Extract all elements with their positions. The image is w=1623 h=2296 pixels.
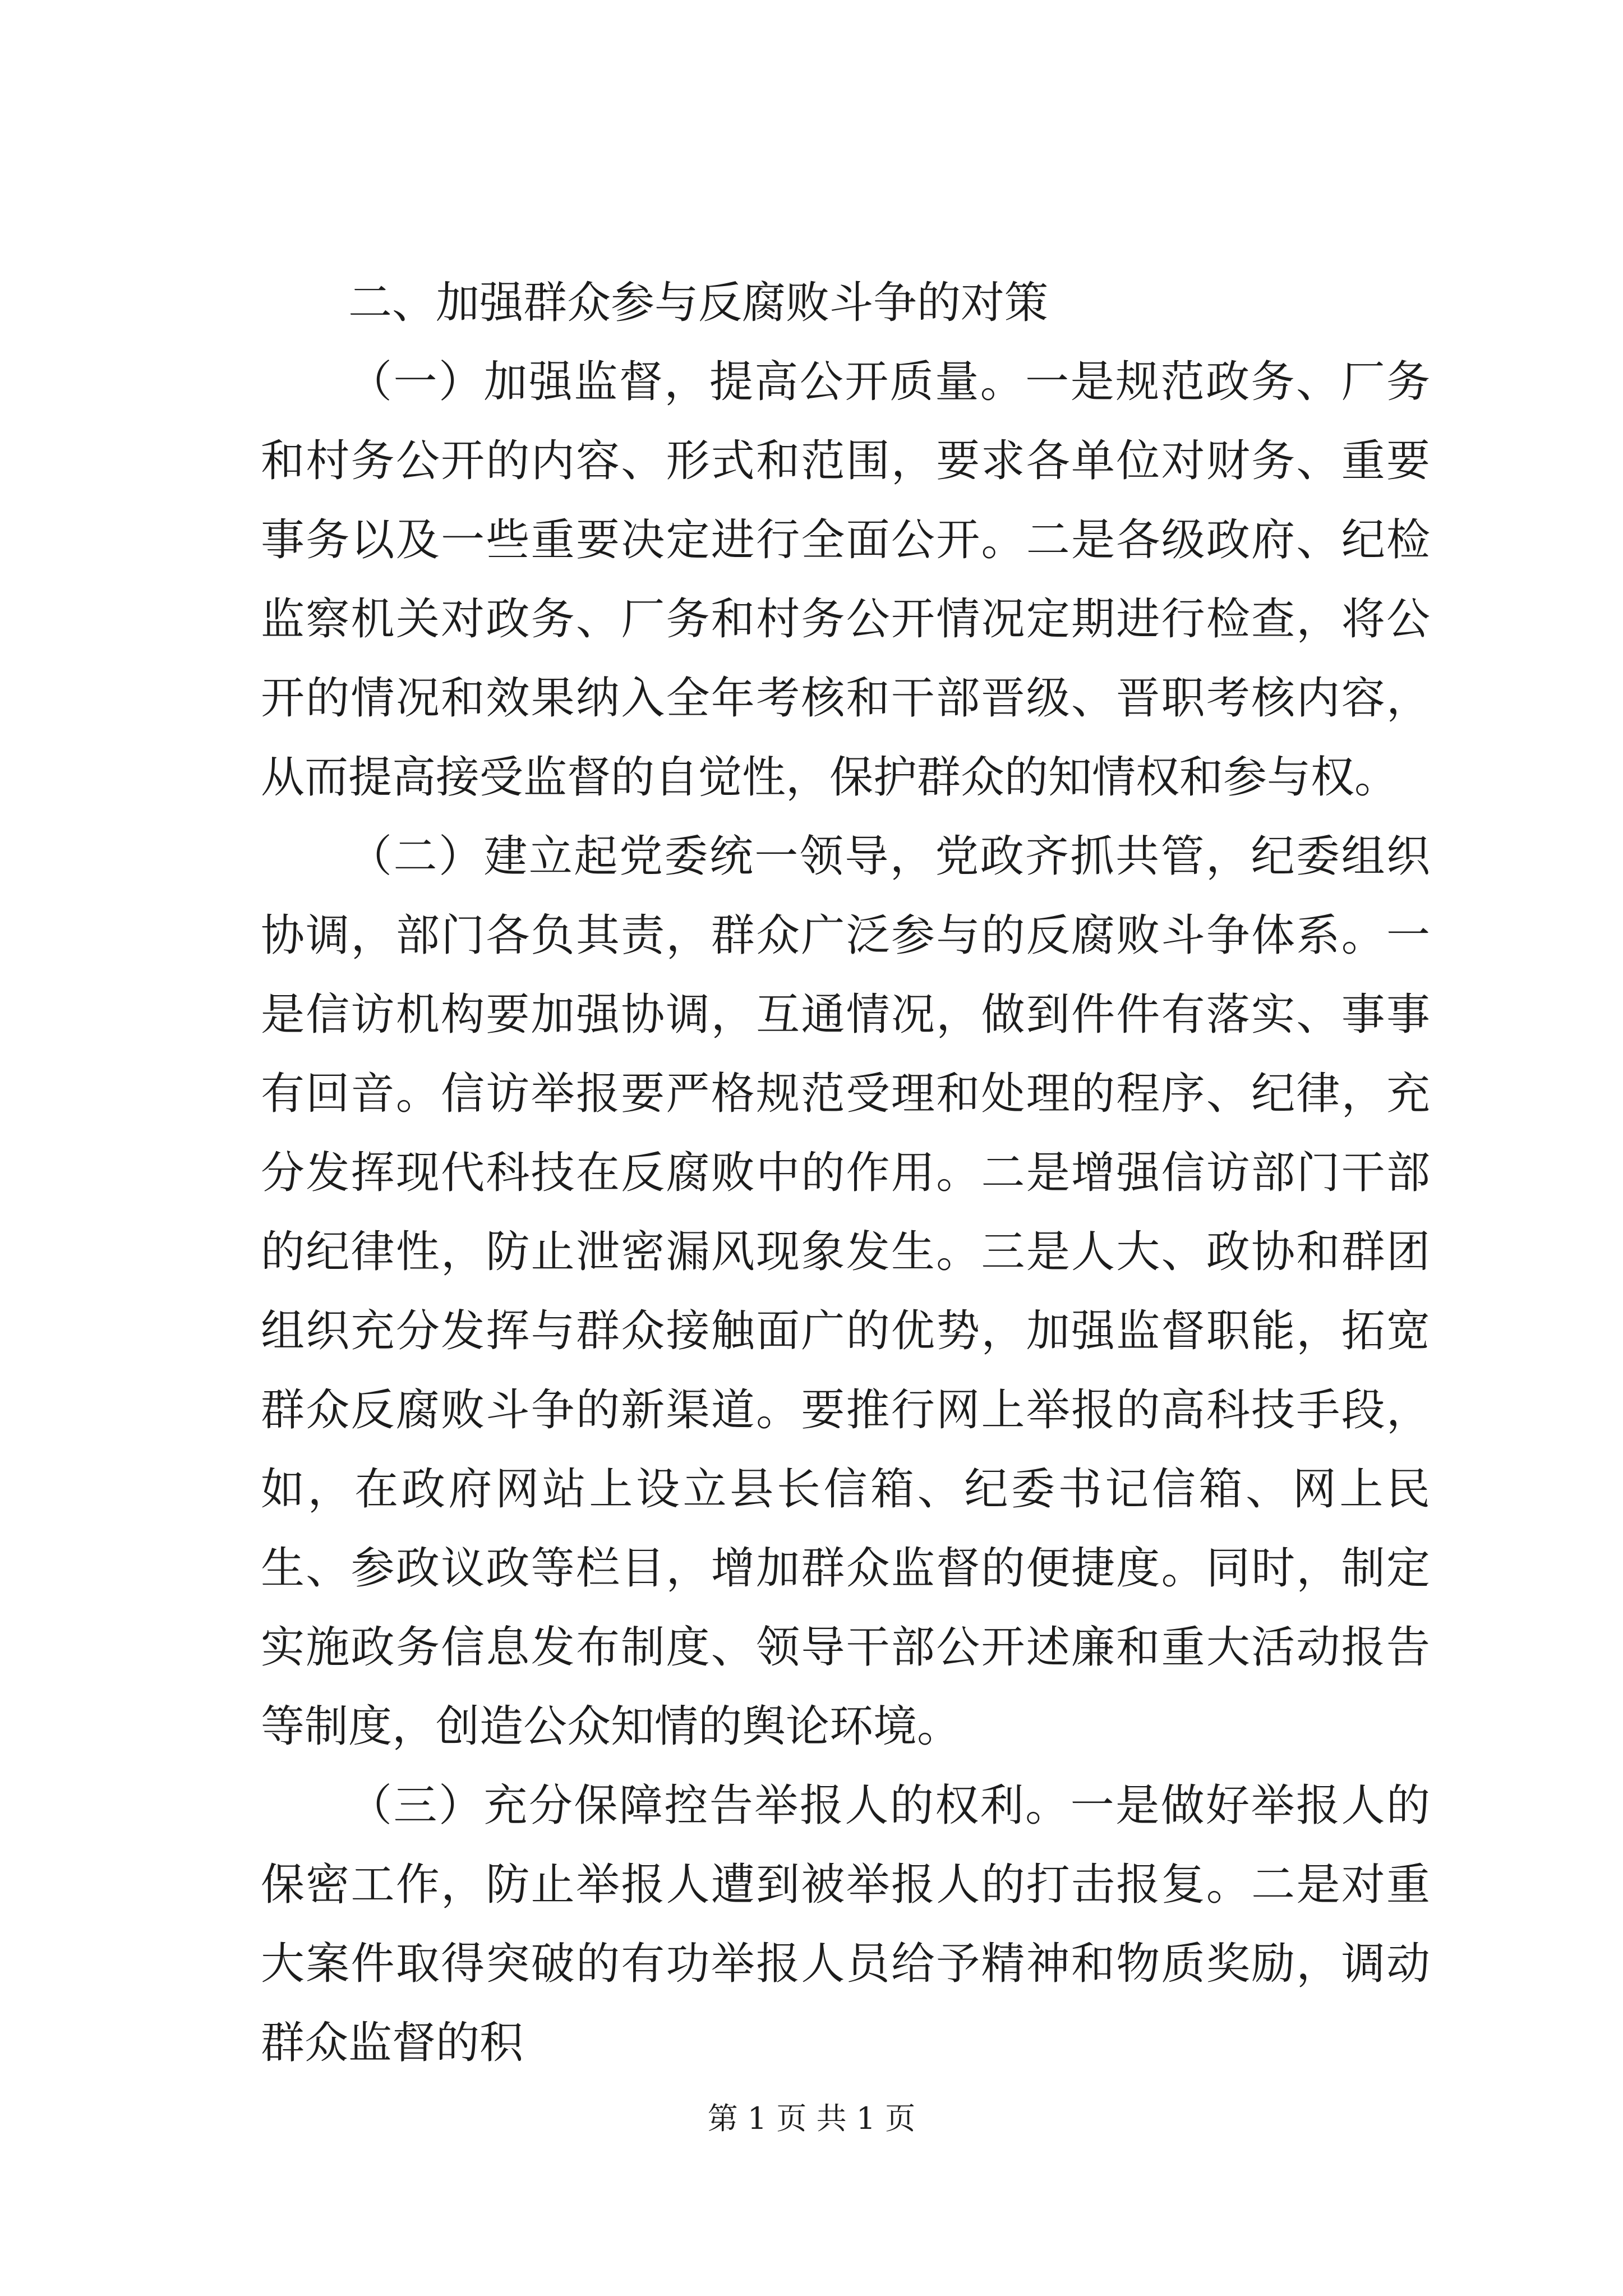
paragraph-2: （二）建立起党委统一领导，党政齐抓共管，纪委组织协调，部门各负其责，群众广泛参与的反腐败斗争体系。一是信访机构要加强协调，互通情况，做到件件有落实、事事有回音。信访举报要严格规范受理和处理的程序、纪律，充分发挥现代科技在反腐败中的作用。二是增强信访部门干部的纪律性，防止泄密漏风现象发生。三是人大、政协和群团组织充分发挥与群众接触面广的优势，加强监督职能，拓宽群众反腐败斗争的新渠道。要推行网上举报的高科技手段，如，在政府网站上设立县长信箱、纪委书记信箱、网上民生、参政议政等栏目，增加群众监督的便捷度。同时，制定实施政务信息发布制度、领导干部公开述廉和重大活动报告等制度，创造公众知情的舆论环境。 [261,831,1430,1752]
paragraph-1: （一）加强监督，提高公开质量。一是规范政务、厂务和村务公开的内容、形式和范围，要求各单位对财务、重要事务以及一些重要决定进行全面公开。二是各级政府、纪检监察机关对政务、厂务和村务公开情况定期进行检查，将公开的情况和效果纳入全年考核和干部晋级、晋职考核内容，从而提高接受监督的自觉性，保护群众的知情权和参与权。 [261,357,1430,803]
page-footer: 第 1 页 共 1 页 [707,2101,916,2136]
paragraph-3: （三）充分保障控告举报人的权利。一是做好举报人的保密工作，防止举报人遭到被举报人的打击报复。二是对重大案件取得突破的有功举报人员给予精神和物质奖励，调动群众监督的积 [261,1780,1430,2068]
section-heading: 二、加强群众参与反腐败斗争的对策 [348,278,1049,328]
document-body [261,264,1430,2083]
